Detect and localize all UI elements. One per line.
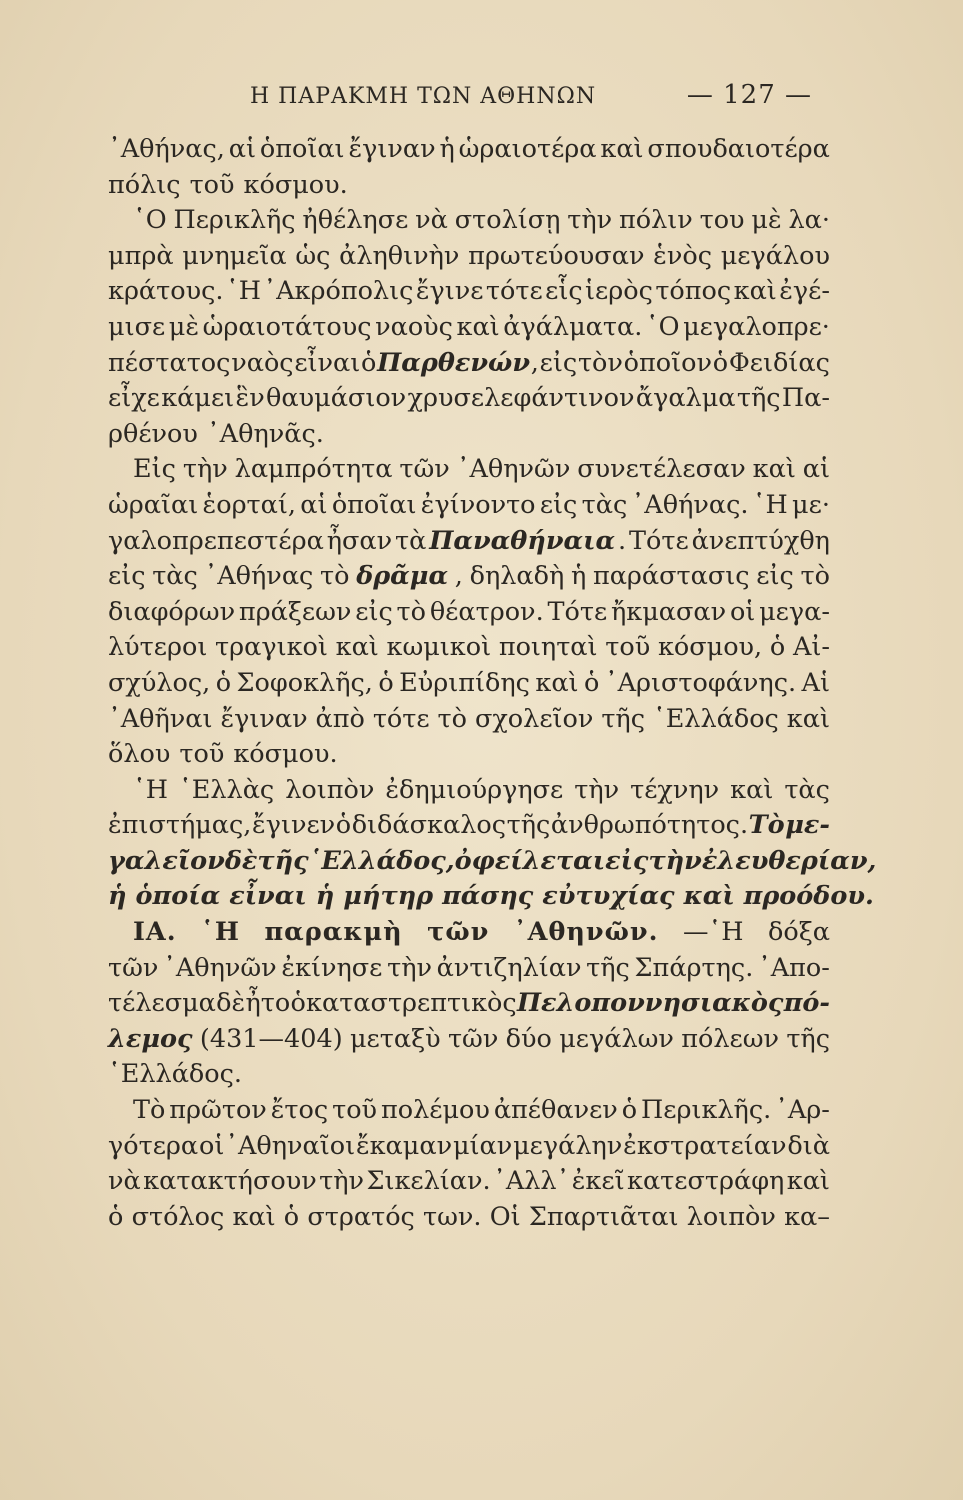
word: ὁ xyxy=(335,810,352,841)
word: ᾿Αθηνῶν. xyxy=(513,917,659,948)
word: ᾿Απο- xyxy=(758,952,830,983)
word: τὴν xyxy=(387,952,432,983)
word: ναοὺς xyxy=(375,311,453,342)
word: πό- xyxy=(783,988,830,1019)
word: εἷς xyxy=(545,276,583,307)
word: (431—404) xyxy=(199,1023,343,1054)
word: τοῦ xyxy=(332,1095,378,1126)
word: κόσμου. xyxy=(233,739,338,770)
word: Πα- xyxy=(781,383,830,414)
word: καὶ xyxy=(232,1201,276,1232)
word: Τὸ xyxy=(133,1095,166,1126)
text-line xyxy=(108,808,830,844)
word: συνετέλεσαν xyxy=(577,454,746,485)
word: ἔγιναν xyxy=(348,134,436,164)
word: ὁ xyxy=(108,1201,124,1232)
word: μνημεῖα xyxy=(182,240,287,271)
word: ῾Ο xyxy=(133,205,167,236)
word: μπρὰ xyxy=(108,240,174,271)
word: ὁ xyxy=(621,1095,638,1126)
word: ἐδημιούργησε xyxy=(385,774,564,805)
word: εἰς xyxy=(605,845,649,876)
word: τὸ xyxy=(320,561,350,592)
word: ῾Η xyxy=(225,276,261,307)
text-line xyxy=(108,879,874,915)
word: πόλιν xyxy=(618,205,693,236)
word: τῆς xyxy=(601,703,645,734)
word: τὰς xyxy=(152,561,198,592)
word: τὴν xyxy=(567,205,613,236)
word: θέατρον. xyxy=(429,596,544,627)
word: ἔγινε xyxy=(415,276,484,307)
word: δὲ xyxy=(224,845,258,876)
word: δύο xyxy=(505,1023,552,1054)
text-line xyxy=(108,1057,830,1093)
word: Εὐριπίδης xyxy=(399,667,530,698)
word: ἀληθινὴν xyxy=(339,240,460,271)
word: διδάσκαλος xyxy=(351,810,506,841)
word: τὴν xyxy=(648,845,702,876)
word: με· xyxy=(792,489,830,520)
word: Τὸ xyxy=(748,810,785,841)
word: ᾿Αθηνᾶς. xyxy=(206,418,324,449)
word: πόλεων xyxy=(681,1023,779,1054)
word: τῆς xyxy=(786,1023,830,1054)
text-line xyxy=(108,346,830,382)
word: ἔτος xyxy=(270,1095,329,1126)
word: ὡραιοτέρα xyxy=(458,134,597,164)
word: τῶν xyxy=(427,917,490,948)
word: εὐτυχίας xyxy=(542,881,675,912)
word: Σπάρτης. xyxy=(634,952,754,983)
word: ὡραιοτάτους xyxy=(202,311,372,342)
word: Αἱ xyxy=(801,667,830,698)
word: κατεστράφη xyxy=(627,1166,785,1197)
word: ὁ xyxy=(290,988,306,1019)
word: Σικελίαν. xyxy=(366,1166,491,1197)
word: ὁ xyxy=(283,1201,300,1232)
word: ᾿Αθήνας xyxy=(204,561,314,592)
word: ὡραῖαι xyxy=(108,489,199,520)
word: κόσμου, xyxy=(657,632,763,663)
word: ὁ xyxy=(378,667,394,698)
word: ὁ xyxy=(769,632,786,663)
word: Παρθενών xyxy=(377,347,531,378)
word: ἀπὸ xyxy=(315,703,365,734)
word: εἶναι xyxy=(229,881,307,912)
word: τοῦ xyxy=(605,632,651,663)
word: τότε xyxy=(485,276,543,307)
word: ἀνθρωπότητος. xyxy=(550,810,749,841)
word: τὸν xyxy=(577,347,623,378)
text-line xyxy=(108,452,830,488)
text-line xyxy=(108,524,830,560)
word: ὁ xyxy=(584,667,600,698)
word: ᾿Αθηνῶν xyxy=(456,454,571,485)
text-line xyxy=(108,310,830,346)
word: ἐκστρατείαν xyxy=(623,1130,787,1161)
word: μεγα- xyxy=(759,596,830,627)
word: ἄγαλμα xyxy=(635,383,736,414)
word: ῾Η xyxy=(201,917,240,948)
word: ᾿Αλλ᾿ xyxy=(493,1166,570,1197)
word: Αἰ- xyxy=(792,632,830,663)
word: ᾿Αριστοφάνης. xyxy=(604,667,797,698)
word: Τότε xyxy=(547,596,608,627)
word: καὶ xyxy=(733,276,777,307)
word: ἦτο xyxy=(245,988,291,1019)
word: ῾Ο xyxy=(645,311,680,342)
text-line xyxy=(108,1129,830,1165)
word: . xyxy=(618,525,627,556)
word: τοῦ xyxy=(189,169,235,200)
word: καὶ xyxy=(752,454,796,485)
word: τῆς xyxy=(257,845,309,876)
word: μὲ xyxy=(168,311,200,342)
word: εἰς xyxy=(355,596,393,627)
word: πόλις xyxy=(108,169,181,200)
text-line xyxy=(108,203,830,239)
word: κα– xyxy=(784,1201,830,1232)
word: λοιπὸν xyxy=(686,1201,776,1232)
word: τῶν xyxy=(399,454,450,485)
word: ἔκαμαν xyxy=(355,1130,453,1161)
text-line xyxy=(108,168,830,204)
word: Εἰς xyxy=(133,454,176,485)
word: πράξεων xyxy=(238,596,352,627)
word: ἠθέλησε xyxy=(302,205,409,236)
word: ᾿Ακρόπολις xyxy=(263,276,414,307)
word: τῶν xyxy=(108,952,159,983)
word: ἀντιζηλίαν xyxy=(436,952,582,983)
word: νὰ xyxy=(415,205,448,236)
text-line xyxy=(108,239,830,275)
text-line xyxy=(108,1200,830,1236)
word: ἐγίνοντο xyxy=(420,489,536,520)
word: κωμικοὶ xyxy=(386,632,492,663)
word: καὶ xyxy=(456,311,500,342)
word: ἐκεῖ xyxy=(571,1166,625,1197)
word: μεγάλην xyxy=(513,1130,623,1161)
word: ὀφείλεται xyxy=(454,845,606,876)
word: , xyxy=(530,347,539,378)
word: Περικλῆς. xyxy=(641,1095,772,1126)
word: ὁ xyxy=(361,347,377,378)
word: τόπος xyxy=(655,276,732,307)
word: μίαν xyxy=(452,1130,513,1161)
word: στόλος xyxy=(131,1201,225,1232)
word: λύτεροι xyxy=(108,632,208,663)
word: ἐγέ- xyxy=(779,276,830,307)
word: ᾿Αθήνας, xyxy=(108,134,225,164)
word: γότερα xyxy=(108,1130,199,1161)
word: ἐλευθερίαν, xyxy=(701,845,877,876)
word: τῆς xyxy=(506,810,551,841)
text-line xyxy=(108,381,830,417)
word: των. xyxy=(423,1201,482,1232)
word: μισε xyxy=(108,311,166,342)
word: γαλοπρεπεστέρα xyxy=(108,525,324,556)
word: θαυμάσιον xyxy=(266,383,407,414)
word: δὲ xyxy=(216,988,246,1019)
word: κάμει xyxy=(161,383,235,414)
word: τὴν xyxy=(182,454,228,485)
word: εἶναι xyxy=(294,347,361,378)
word: ῾Η xyxy=(752,489,788,520)
word: διὰ xyxy=(787,1130,830,1161)
word: τὴν xyxy=(574,774,620,805)
word: τῆς xyxy=(736,383,781,414)
word: κόσμου. xyxy=(243,169,348,200)
word: τὸ xyxy=(437,703,468,734)
text-line xyxy=(108,417,830,453)
word: ἔγιναν xyxy=(220,703,308,734)
word: κράτους. xyxy=(108,276,224,307)
word: ὁποῖαι xyxy=(331,489,417,520)
word: τὰ xyxy=(395,525,427,556)
text-line xyxy=(108,702,830,738)
word: ποιηταὶ xyxy=(498,632,598,663)
word: ῾Η xyxy=(133,774,168,805)
word: παρακμὴ xyxy=(264,917,403,948)
word: ἀγάλματα. xyxy=(503,311,643,342)
word: λαμπρότητα xyxy=(234,454,393,485)
word: χρυσελεφάντινον xyxy=(407,383,635,414)
word: στολίσῃ xyxy=(454,205,561,236)
word: ῾Ελλάδος. xyxy=(108,1059,242,1090)
word: Σπαρτιᾶται xyxy=(528,1201,679,1232)
word: τὴν xyxy=(319,1166,365,1197)
word: Περικλῆς xyxy=(173,205,296,236)
word: ᾿Αρ- xyxy=(775,1095,830,1126)
text-line xyxy=(108,1022,830,1058)
word: ὡς xyxy=(295,240,331,271)
text-line xyxy=(108,773,830,809)
word: μεγαλοπρε· xyxy=(683,311,830,342)
word: πρῶτον xyxy=(169,1095,267,1126)
word: κατακτήσουν xyxy=(143,1166,317,1197)
word: ἑνὸς xyxy=(653,240,712,271)
word: του xyxy=(699,205,745,236)
text-line xyxy=(108,595,830,631)
word: ἡ xyxy=(108,881,127,912)
word: δηλαδὴ xyxy=(469,561,565,592)
word: προόδου. xyxy=(743,881,874,912)
word: διαφόρων xyxy=(108,596,236,627)
word: καὶ xyxy=(730,774,774,805)
word: ὁποῖον xyxy=(623,347,712,378)
word: εἶχε xyxy=(108,383,160,414)
word: ᾿Αθῆναι xyxy=(108,703,213,734)
word: τὰς xyxy=(581,489,628,520)
word: τέχνην xyxy=(630,774,720,805)
word: Τότε xyxy=(629,525,689,556)
text-line xyxy=(108,844,877,880)
word: τὰς xyxy=(784,774,830,805)
text-line xyxy=(108,1164,830,1200)
word: ἡ xyxy=(315,881,335,912)
word: μεγάλου xyxy=(720,240,830,271)
word: ἡ xyxy=(439,134,455,164)
word: εἰς xyxy=(108,561,146,592)
word: ὁ xyxy=(712,347,729,378)
word: ὁποῖαι xyxy=(259,134,345,164)
word: ῾Ελλάδος, xyxy=(308,845,455,876)
word: καὶ xyxy=(335,632,379,663)
word: τέλεσμα xyxy=(108,988,216,1019)
word: τραγικοὶ xyxy=(215,632,328,663)
word: , xyxy=(454,561,463,592)
text-line xyxy=(108,986,830,1022)
text-line xyxy=(108,488,830,524)
word: ἐπιστήμας, xyxy=(108,810,252,841)
running-header xyxy=(250,78,812,118)
word: οἱ xyxy=(729,596,756,627)
word: λα· xyxy=(788,205,830,236)
text-line xyxy=(108,915,830,951)
word: τότε xyxy=(372,703,430,734)
word: ᾿Αθηναῖοι xyxy=(225,1130,356,1161)
word: αἱ xyxy=(300,489,328,520)
word: λοιπὸν xyxy=(285,774,375,805)
word: μεγάλων xyxy=(559,1023,674,1054)
word: ΙΑ. xyxy=(133,917,177,948)
word: δόξα xyxy=(768,917,830,948)
text-line xyxy=(108,737,830,773)
word: Φειδίας xyxy=(728,347,830,378)
word: πέστατος xyxy=(108,347,231,378)
word: οἱ xyxy=(198,1130,225,1161)
word: ἓν xyxy=(235,383,265,414)
word: ὅλου xyxy=(108,739,171,770)
word: σπουδαιοτέρα xyxy=(647,134,830,164)
text-line xyxy=(108,132,830,168)
word: παράστασις xyxy=(592,561,750,592)
word: ρθένου xyxy=(108,418,198,449)
word: ἀπέθανεν xyxy=(493,1095,618,1126)
word: ῾Ελλὰς xyxy=(179,774,275,805)
word: τῆς xyxy=(586,952,630,983)
word: τὸ xyxy=(396,596,427,627)
word: νὰ xyxy=(108,1166,141,1197)
word: με- xyxy=(785,810,830,841)
word: σχολεῖον xyxy=(474,703,594,734)
word: ἦσαν xyxy=(326,525,393,556)
word: ἱερὸς xyxy=(585,276,653,307)
text-line xyxy=(108,559,830,595)
page-number: — 127 — xyxy=(686,80,812,110)
word: ἐκίνησε xyxy=(281,952,383,983)
word: λεμος xyxy=(108,1023,193,1054)
word: πάσης xyxy=(442,881,534,912)
word: ὁποία xyxy=(135,881,221,912)
word: ᾿Αθήνας. xyxy=(631,489,749,520)
word: ῾Ελλάδος xyxy=(652,703,779,734)
word: Παναθήναια xyxy=(429,525,616,556)
word: εἰς xyxy=(539,489,578,520)
word: ἀνεπτύχθη xyxy=(691,525,830,556)
word: μεταξὺ xyxy=(349,1023,441,1054)
word: τῶν xyxy=(447,1023,499,1054)
word: ὁ xyxy=(215,667,232,698)
word: —῾Η xyxy=(682,917,744,948)
word: τὸ xyxy=(800,561,830,592)
word: εἰς xyxy=(756,561,794,592)
word: δρᾶμα xyxy=(356,561,449,592)
word: ἤκμασαν xyxy=(610,596,727,627)
word: πρωτεύουσαν xyxy=(468,240,645,271)
word: γαλεῖον xyxy=(108,845,225,876)
text-line xyxy=(108,1093,830,1129)
word: μὲ xyxy=(751,205,782,236)
text-line xyxy=(108,666,830,702)
word: καὶ xyxy=(786,1166,830,1197)
word: καὶ xyxy=(535,667,579,698)
word: Πελοποννησιακὸς xyxy=(516,988,784,1019)
word: στρατός xyxy=(307,1201,415,1232)
body-text xyxy=(108,132,877,1235)
word: καὶ xyxy=(786,703,830,734)
word: πολέμου xyxy=(380,1095,490,1126)
word: αἱ xyxy=(802,454,830,485)
word: καταστρεπτικὸς xyxy=(306,988,517,1019)
word: ναὸς xyxy=(231,347,294,378)
word: ἑορταί, xyxy=(202,489,296,520)
word: μήτηρ xyxy=(343,881,434,912)
word: ἔγινεν xyxy=(252,810,336,841)
word: σχύλος, xyxy=(108,667,211,698)
word: Σοφοκλῆς, xyxy=(236,667,373,698)
running-title: Η ΠΑΡΑΚΜΗ ΤΩΝ ΑΘΗΝΩΝ xyxy=(250,84,597,109)
word: ἡ xyxy=(570,561,587,592)
text-line xyxy=(108,951,830,987)
word: καὶ xyxy=(600,134,644,164)
text-line xyxy=(108,630,830,666)
word: εἰς xyxy=(539,347,578,378)
word: ᾿Αθηνῶν xyxy=(163,952,277,983)
word: Οἱ xyxy=(489,1201,521,1232)
word: αἱ xyxy=(228,134,256,164)
text-line xyxy=(108,274,830,310)
word: τοῦ xyxy=(179,739,225,770)
word: καὶ xyxy=(683,881,735,912)
